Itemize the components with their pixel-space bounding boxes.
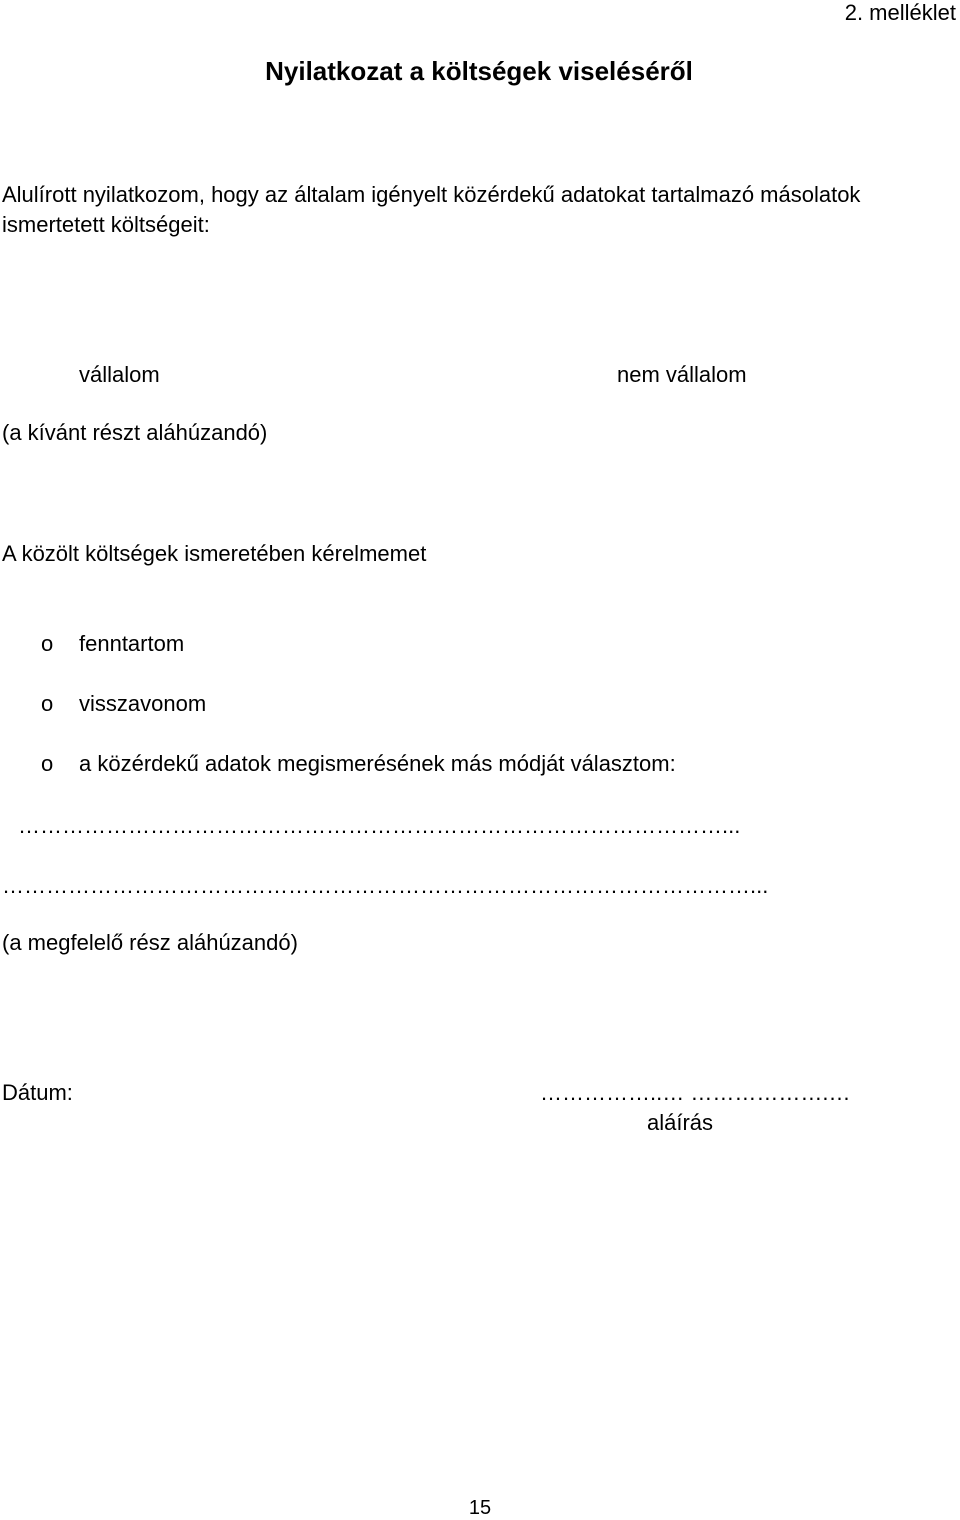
intro-paragraph: Alulírott nyilatkozom, hogy az általam igényelt közérdekű adatokat tartalmazó másolatok ismertetett költségeit: [2,182,861,237]
list-item-other-method: a közérdekű adatok megismerésének más módját választom: [79,751,676,776]
page-number: 15 [468,1497,492,1519]
list-item-withdraw: visszavonom [79,691,207,716]
document-title [0,56,960,87]
underline-instruction: (a kívánt részt aláhúzandó) [2,420,268,445]
dotted-fill-line-2: …………………………………………………………………………………………... [2,873,769,898]
annex-label: 2. melléklet [844,0,956,25]
dotted-fill-line-1: ……………………………………………………………………………………... [18,813,741,838]
request-intro: A közölt költségek ismeretében kérelmemet [2,541,427,566]
option-accept: vállalom [79,362,160,387]
signature-label: aláírás [647,1110,714,1135]
bullet-icon: o [41,691,54,716]
list-item-maintain: fenntartom [79,631,185,656]
date-label: Dátum: [2,1080,73,1105]
bullet-icon: o [41,631,54,656]
signature-line: ……………..… ……………….… [540,1080,851,1105]
document-title-text: Nyilatkozat a költségek viseléséről [265,56,693,86]
underline-instruction-2: (a megfelelő rész aláhúzandó) [2,930,298,955]
option-decline: nem vállalom [617,362,747,387]
bullet-icon: o [41,751,54,776]
